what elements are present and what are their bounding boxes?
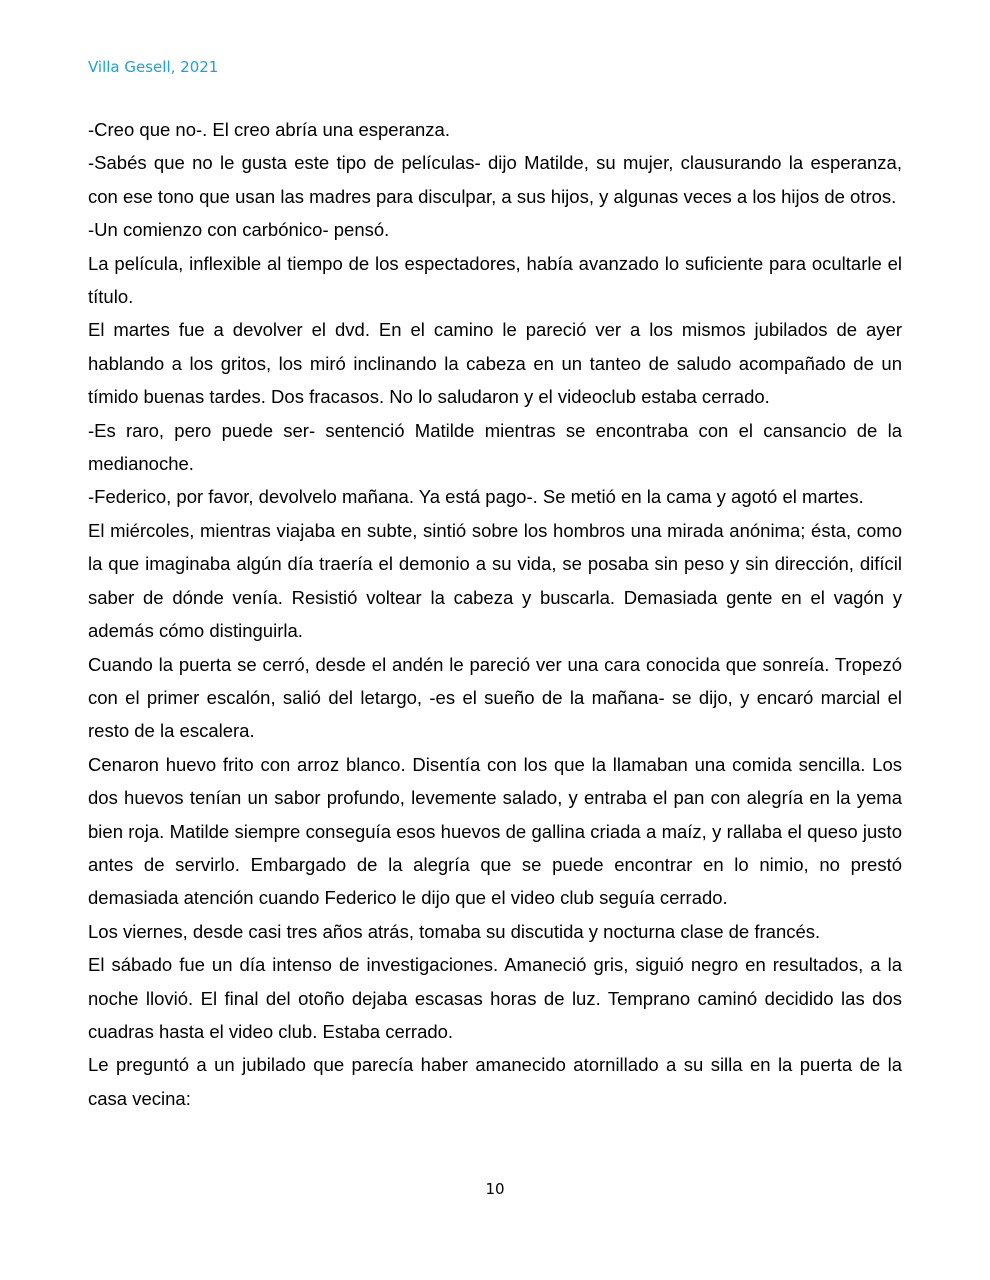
paragraph: -Creo que no-. El creo abría una esperanza. [88,119,450,140]
paragraph: El miércoles, mientras viajaba en subte, sintió sobre los hombros una mirada anónima; ésta, como la que imaginaba algún día traería el demonio a su vida, se posaba sin peso y sin dirección, difícil saber de dónde venía. Resistió voltear la cabeza y buscarla. Demasiada gente en el vagón y además cómo distinguirla. [88,519,902,642]
page-header: Villa Gesell, 2021 [88,58,219,76]
paragraph: -Es raro, pero puede ser- sentenció Matilde mientras se encontraba con el cansancio de la medianoche. [88,419,902,475]
paragraph: El martes fue a devolver el dvd. En el camino le pareció ver a los mismos jubilados de ayer hablando a los gritos, los miró inclinando la cabeza en un tanteo de saludo acompañado de un tímido buenas tardes. Dos fracasos. No lo saludaron y el videoclub estaba cerrado. [88,319,902,408]
page-number: 10 [485,1180,505,1198]
paragraph: -Sabés que no le gusta este tipo de películas- dijo Matilde, su mujer, clausurando la esperanza, con ese tono que usan las madres para disculpar, a sus hijos, y algunas veces a los hijos de otros. [88,152,902,207]
paragraph: Le preguntó a un jubilado que parecía haber amanecido atornillado a su silla en la puerta de la casa vecina: [88,1054,902,1109]
paragraph: -Federico, por favor, devolvelo mañana. Ya está pago-. Se metió en la cama y agotó el martes. [88,486,864,508]
paragraph: El sábado fue un día intenso de investigaciones. Amaneció gris, siguió negro en resultados, a la noche llovió. El final del otoño dejaba escasas horas de luz. Temprano caminó decidido las dos cuadras hasta el video club. Estaba cerrado. [88,954,902,1042]
paragraph: Cenaron huevo frito con arroz blanco. Disentía con los que la llamaban una comida sencilla. Los dos huevos tenían un sabor profundo, levemente salado, y entraba el pan con alegría en la yema bien roja. Matilde siempre conseguía esos huevos de gallina criada a maíz, y rallaba el queso justo antes de servirlo. Embargado de la alegría que se puede encontrar en lo nimio, no prestó demasiada atención cuando Federico le dijo que el video club seguía cerrado. [88,753,902,909]
paragraph: -Un comienzo con carbónico- pensó. [88,219,390,241]
paragraph: Los viernes, desde casi tres años atrás, tomaba su discutida y nocturna clase de francés. [88,920,821,942]
paragraph: La película, inflexible al tiempo de los espectadores, había avanzado lo suficiente para ocultarle el título. [88,252,902,308]
paragraph: Cuando la puerta se cerró, desde el andén le pareció ver una cara conocida que sonreía. Tropezó con el primer escalón, salió del letargo, -es el sueño de la mañana- se dijo, y encaró marcial el resto de la escalera. [88,653,902,742]
document-body [88,113,902,1115]
